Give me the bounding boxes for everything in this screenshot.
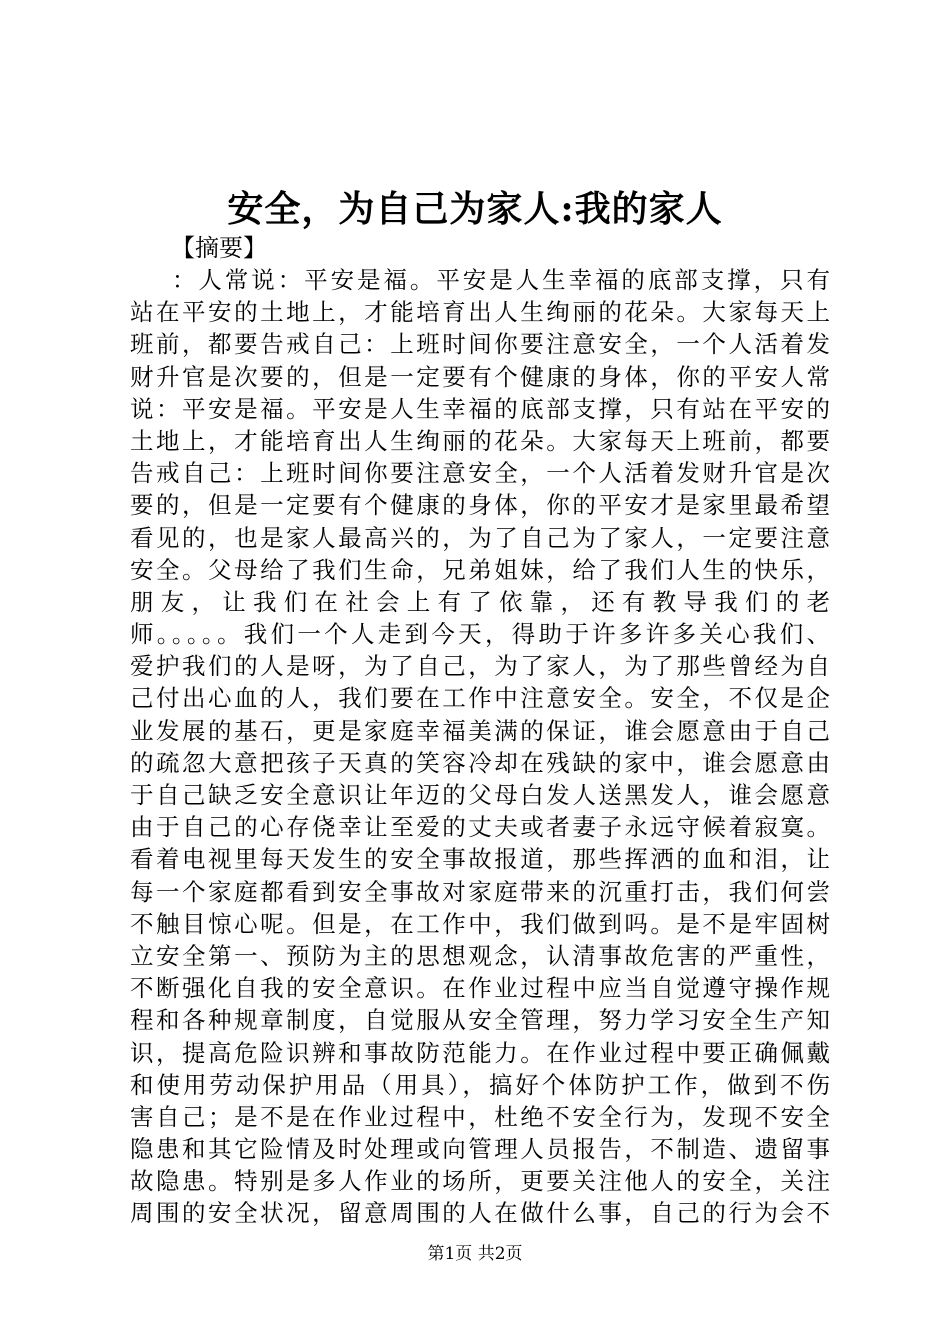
- body-line: 识，提高危险识辨和事故防范能力。在作业过程中要正确佩戴: [130, 1038, 830, 1067]
- body-line: 师。。。。。我们一个人走到今天，得助于许多许多关心我们、: [130, 620, 830, 649]
- document-body: [130, 264, 830, 1230]
- body-line: 不触目惊心呢。但是，在工作中，我们做到吗。是不是牢固树: [130, 909, 830, 938]
- body-line: 故隐患。特别是多人作业的场所，更要关注他人的安全，关注: [130, 1167, 830, 1196]
- body-line: 的疏忽大意把孩子天真的笑容冷却在残缺的家中，谁会愿意由: [130, 748, 830, 777]
- body-line: 隐患和其它险情及时处理或向管理人员报告，不制造、遗留事: [130, 1135, 830, 1164]
- body-line: 爱护我们的人是呀，为了自己，为了家人，为了那些曾经为自: [130, 652, 830, 681]
- body-line: 和使用劳动保护用品（用具），搞好个体防护工作，做到不伤: [130, 1070, 830, 1099]
- body-line: 站在平安的土地上，才能培育出人生绚丽的花朵。大家每天上: [130, 298, 830, 327]
- page-number-footer: 第1页 共2页: [427, 1244, 523, 1264]
- body-line: 由于自己的心存侥幸让至爱的丈夫或者妻子永远守候着寂寞。: [130, 813, 830, 842]
- body-line: 看着电视里每天发生的安全事故报道，那些挥洒的血和泪，让: [130, 845, 830, 874]
- body-line: 业发展的基石，更是家庭幸福美满的保证，谁会愿意由于自己: [130, 716, 830, 745]
- body-line: 说：平安是福。平安是人生幸福的底部支撑，只有站在平安的: [130, 394, 830, 423]
- body-line: 要的，但是一定要有个健康的身体，你的平安才是家里最希望: [130, 491, 830, 520]
- body-line: 周围的安全状况，留意周围的人在做什么事，自己的行为会不: [130, 1199, 830, 1228]
- document-title: 安全，为自己为家人:我的家人: [227, 188, 723, 230]
- body-line: 害自己；是不是在作业过程中，杜绝不安全行为，发现不安全: [130, 1102, 830, 1131]
- body-line: 告戒自己：上班时间你要注意安全，一个人活着发财升官是次: [130, 459, 830, 488]
- body-line: ：人常说：平安是福。平安是人生幸福的底部支撑，只有: [172, 266, 830, 294]
- body-line: 安全。父母给了我们生命，兄弟姐妹，给了我们人生的快乐，: [130, 555, 830, 584]
- body-line: 朋友，让我们在社会上有了依靠，还有教导我们的老: [130, 587, 830, 616]
- body-line: 立安全第一、预防为主的思想观念，认清事故危害的严重性，: [130, 941, 830, 970]
- body-line: 班前，都要告戒自己：上班时间你要注意安全，一个人活着发: [130, 330, 830, 359]
- body-line: 土地上，才能培育出人生绚丽的花朵。大家每天上班前，都要: [130, 426, 830, 455]
- abstract-heading: 【摘要】: [171, 234, 267, 262]
- body-line: 看见的，也是家人最高兴的，为了自己为了家人，一定要注意: [130, 523, 830, 552]
- body-line: 程和各种规章制度，自觉服从安全管理，努力学习安全生产知: [130, 1006, 830, 1035]
- body-line: 己付出心血的人，我们要在工作中注意安全。安全，不仅是企: [130, 684, 830, 713]
- body-line: 于自己缺乏安全意识让年迈的父母白发人送黑发人，谁会愿意: [130, 781, 830, 809]
- body-line: 财升官是次要的，但是一定要有个健康的身体，你的平安人常: [130, 362, 830, 391]
- body-line: 每一个家庭都看到安全事故对家庭带来的沉重打击，我们何尝: [130, 877, 830, 906]
- body-line: 不断强化自我的安全意识。在作业过程中应当自觉遵守操作规: [130, 974, 830, 1003]
